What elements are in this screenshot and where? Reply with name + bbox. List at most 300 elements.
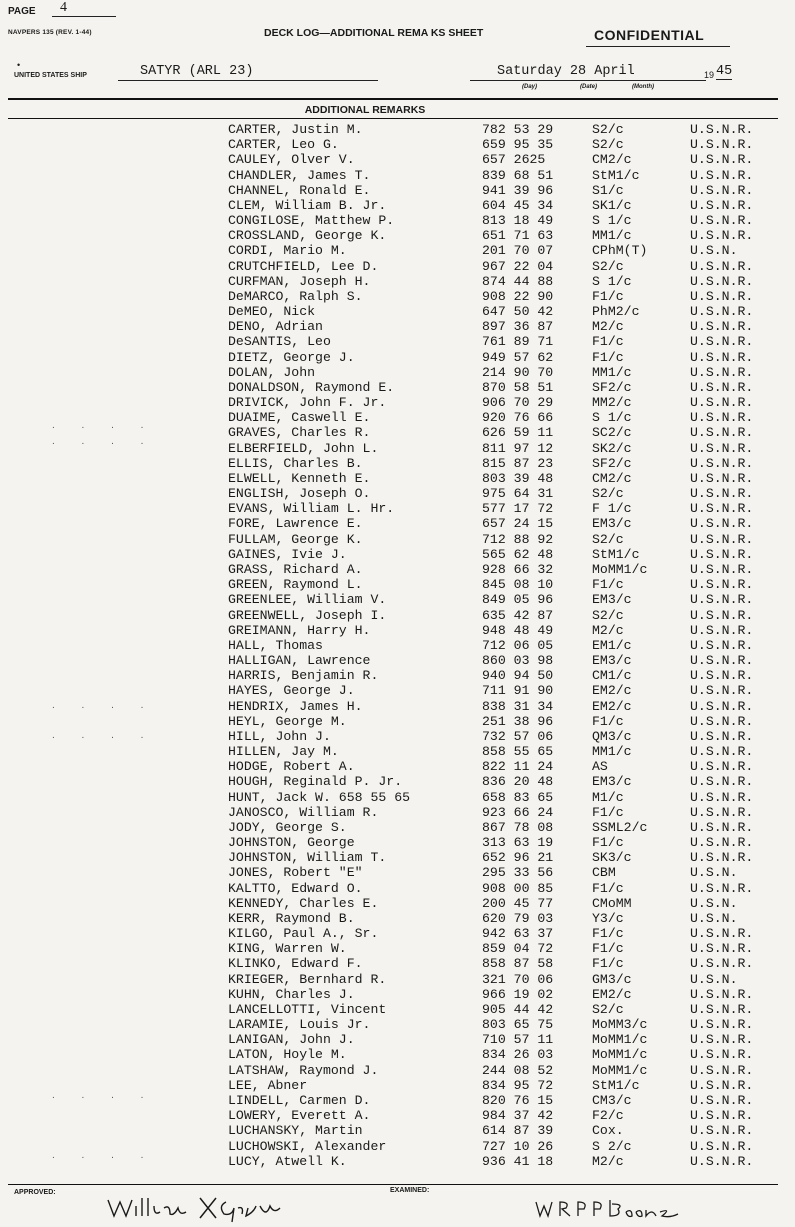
examined-label: EXAMINED: [390, 1187, 430, 1194]
service-number: 761 89 71 [482, 334, 554, 350]
roster-row [0, 562, 795, 577]
rate: CM1/c [592, 668, 632, 684]
service-branch: U.S.N.R. [690, 1001, 754, 1017]
service-branch: U.S.N.R. [690, 668, 754, 684]
service-number: 657 24 15 [482, 516, 554, 532]
service-number: 845 08 10 [482, 577, 554, 593]
ship-rule [118, 80, 378, 81]
service-number: 822 11 24 [482, 759, 554, 775]
sub-day: (Day) [522, 84, 538, 90]
service-branch: U.S.N.R. [690, 941, 754, 957]
service-branch: U.S.N.R. [690, 228, 754, 244]
roster-row [0, 486, 795, 501]
roster-row [0, 213, 795, 228]
roster-row [0, 774, 795, 789]
service-branch: U.S.N.R. [690, 728, 754, 744]
service-branch: U.S.N. [690, 865, 738, 881]
service-branch: U.S.N.R. [690, 516, 754, 532]
heading-rule [8, 118, 778, 119]
roster-row [0, 471, 795, 486]
crew-name: LUCHANSKY, Martin [228, 1123, 363, 1139]
roster-row [0, 532, 795, 547]
roster-row [0, 456, 795, 471]
service-number: 874 44 88 [482, 273, 554, 289]
page-number: 4 [52, 0, 116, 17]
service-branch: U.S.N.R. [690, 653, 754, 669]
examined-signature [532, 1196, 682, 1222]
service-branch: U.S.N.R. [690, 804, 754, 820]
service-branch: U.S.N.R. [690, 759, 754, 775]
service-number: 803 65 75 [482, 1017, 554, 1033]
crew-name: KILGO, Paul A., Sr. [228, 926, 379, 942]
roster-row [0, 198, 795, 213]
roster-row [0, 319, 795, 334]
service-branch: U.S.N.R. [690, 455, 754, 471]
crew-name: LUCY, Atwell K. [228, 1153, 347, 1169]
roster-row [0, 987, 795, 1002]
rate: SSML2/c [592, 819, 648, 835]
rate: MoMM1/c [592, 1032, 648, 1048]
service-number: 604 45 34 [482, 197, 554, 213]
rate: S2/c [592, 607, 624, 623]
classification: CONFIDENTIAL [594, 27, 705, 43]
log-date: Saturday 28 April [497, 64, 635, 79]
service-branch: U.S.N.R. [690, 531, 754, 547]
rate: S 2/c [592, 1138, 632, 1154]
rate: F1/c [592, 804, 624, 820]
crew-name: KING, Warren W. [228, 941, 347, 957]
crew-name: DUAIME, Caswell E. [228, 410, 371, 426]
crew-name: CURFMAN, Joseph H. [228, 273, 371, 289]
roster-row [0, 259, 795, 274]
rate: MoMM1/c [592, 1062, 648, 1078]
service-branch: U.S.N.R. [690, 1108, 754, 1124]
roster-row [0, 395, 795, 410]
roster-row [0, 911, 795, 926]
service-number: 949 57 62 [482, 349, 554, 365]
roster-row [0, 274, 795, 289]
crew-name: GREEN, Raymond L. [228, 577, 363, 593]
crew-name: KALTTO, Edward O. [228, 880, 363, 896]
crew-name: JOHNSTON, William T. [228, 850, 387, 866]
rate: MM1/c [592, 228, 632, 244]
rate: CM2/c [592, 152, 632, 168]
rate: CMoMM [592, 895, 632, 911]
service-branch: U.S.N.R. [690, 926, 754, 942]
service-number: 295 33 56 [482, 865, 554, 881]
margin-dots: . . . . [52, 420, 156, 431]
crew-name: KERR, Raymond B. [228, 910, 355, 926]
service-number: 815 87 23 [482, 455, 554, 471]
service-branch: U.S.N.R. [690, 197, 754, 213]
roster-row [0, 759, 795, 774]
rate: S2/c [592, 1001, 624, 1017]
service-branch: U.S.N.R. [690, 167, 754, 183]
service-number: 905 44 42 [482, 1001, 554, 1017]
rate: EM2/c [592, 698, 632, 714]
rate: CPhM(T) [592, 243, 648, 259]
service-number: 244 08 52 [482, 1062, 554, 1078]
crew-name: DeSANTIS, Leo [228, 334, 331, 350]
roster-row [0, 714, 795, 729]
crew-name: DRIVICK, John F. Jr. [228, 395, 387, 411]
service-branch: U.S.N.R. [690, 1062, 754, 1078]
rate: S2/c [592, 122, 624, 137]
crew-name: ELBERFIELD, John L. [228, 440, 379, 456]
service-number: 923 66 24 [482, 804, 554, 820]
service-branch: U.S.N.R. [690, 546, 754, 562]
crew-name: LOWERY, Everett A. [228, 1108, 371, 1124]
service-branch: U.S.N.R. [690, 379, 754, 395]
rate: MoMM3/c [592, 1017, 648, 1033]
roster-row [0, 304, 795, 319]
crew-name: JONES, Robert "E" [228, 865, 363, 881]
service-branch: U.S.N. [690, 243, 738, 259]
crew-name: ENGLISH, Joseph O. [228, 486, 371, 502]
rate: CM3/c [592, 1093, 632, 1108]
service-number: 214 90 70 [482, 364, 554, 380]
margin-dots: . . . . [52, 1150, 156, 1161]
rate: EM3/c [592, 774, 632, 790]
roster-row [0, 183, 795, 198]
approved-signature [104, 1192, 284, 1224]
service-branch: U.S.N.R. [690, 319, 754, 335]
crew-name: LANIGAN, John J. [228, 1032, 355, 1048]
roster-row [0, 122, 795, 137]
roster-row [0, 168, 795, 183]
footer-rule [8, 1184, 778, 1185]
crew-name: DeMEO, Nick [228, 304, 316, 320]
service-branch: U.S.N.R. [690, 637, 754, 653]
rate: M2/c [592, 319, 624, 335]
service-number: 712 88 92 [482, 531, 554, 547]
service-number: 834 95 72 [482, 1077, 554, 1093]
service-branch: U.S.N.R. [690, 774, 754, 790]
crew-name: CHANDLER, James T. [228, 167, 371, 183]
roster-row [0, 228, 795, 243]
roster-row [0, 820, 795, 835]
rate: EM3/c [592, 592, 632, 608]
roster-row [0, 516, 795, 531]
service-branch: U.S.N.R. [690, 182, 754, 198]
roster-row [0, 1017, 795, 1032]
service-number: 659 95 35 [482, 137, 554, 153]
service-number: 647 50 42 [482, 304, 554, 320]
roster-row [0, 501, 795, 516]
rate: Y3/c [592, 910, 624, 926]
service-number: 614 87 39 [482, 1123, 554, 1139]
service-number: 712 06 05 [482, 637, 554, 653]
service-number: 813 18 49 [482, 213, 554, 229]
service-number: 803 39 48 [482, 470, 554, 486]
crew-name: GREENWELL, Joseph I. [228, 607, 387, 623]
crew-name: GAINES, Ivie J. [228, 546, 347, 562]
crew-name: CLEM, William B. Jr. [228, 197, 387, 213]
roster-row [0, 941, 795, 956]
service-number: 908 00 85 [482, 880, 554, 896]
rate: S2/c [592, 137, 624, 153]
roster-row [0, 744, 795, 759]
roster-row [0, 577, 795, 592]
roster-row [0, 243, 795, 258]
service-number: 967 22 04 [482, 258, 554, 274]
service-number: 834 26 03 [482, 1047, 554, 1063]
service-branch: U.S.N.R. [690, 1017, 754, 1033]
crew-name: DeMARCO, Ralph S. [228, 288, 363, 304]
crew-name: HARRIS, Benjamin R. [228, 668, 379, 684]
service-number: 651 71 63 [482, 228, 554, 244]
service-number: 658 83 65 [482, 789, 554, 805]
service-branch: U.S.N.R. [690, 273, 754, 289]
sub-date: (Date) [580, 84, 598, 90]
roster-row [0, 790, 795, 805]
sheet-title: DECK LOG—ADDITIONAL REMA KS SHEET [264, 27, 484, 39]
service-number: 867 78 08 [482, 819, 554, 835]
roster-row [0, 835, 795, 850]
rate: F1/c [592, 956, 624, 972]
service-number: 321 70 06 [482, 971, 554, 987]
rate: F1/c [592, 835, 624, 851]
crew-name: CROSSLAND, George K. [228, 228, 387, 244]
crew-name: KLINKO, Edward F. [228, 956, 363, 972]
crew-name: GRAVES, Charles R. [228, 425, 371, 441]
rate: EM3/c [592, 653, 632, 669]
service-branch: U.S.N.R. [690, 395, 754, 411]
roster-row [0, 289, 795, 304]
form-number: NAVPERS 135 (REV. 1-44) [8, 29, 92, 36]
roster-row [0, 1063, 795, 1078]
section-heading: ADDITIONAL REMARKS [304, 104, 426, 116]
rate: MM1/c [592, 364, 632, 380]
service-branch: U.S.N.R. [690, 440, 754, 456]
crew-name: HENDRIX, James H. [228, 698, 363, 714]
crew-name: LEE, Abner [228, 1077, 308, 1093]
service-branch: U.S.N. [690, 971, 738, 987]
service-number: 838 31 34 [482, 698, 554, 714]
service-number: 940 94 50 [482, 668, 554, 684]
rate: MM1/c [592, 744, 632, 760]
crew-name: CRUTCHFIELD, Lee D. [228, 258, 379, 274]
crew-name: CARTER, Leo G. [228, 137, 339, 153]
service-branch: U.S.N.R. [690, 137, 754, 153]
roster-row [0, 653, 795, 668]
roster-row [0, 152, 795, 167]
roster-row [0, 896, 795, 911]
roster-row [0, 683, 795, 698]
crew-name: DONALDSON, Raymond E. [228, 379, 395, 395]
roster-row [0, 592, 795, 607]
rate: MM2/c [592, 395, 632, 411]
rate: F1/c [592, 349, 624, 365]
crew-name: JANOSCO, William R. [228, 804, 379, 820]
service-number: 870 58 51 [482, 379, 554, 395]
rate: EM3/c [592, 516, 632, 532]
crew-name: GREIMANN, Harry H. [228, 622, 371, 638]
rate: M2/c [592, 1153, 624, 1169]
crew-name: HODGE, Robert A. [228, 759, 355, 775]
classification-rule [586, 46, 730, 47]
rate: MoMM1/c [592, 561, 648, 577]
crew-name: GRASS, Richard A. [228, 561, 363, 577]
roster-row [0, 1123, 795, 1138]
rate: StM1/c [592, 167, 640, 183]
crew-name: CAULEY, Olver V. [228, 152, 355, 168]
rate: CM2/c [592, 470, 632, 486]
approved-label: APPROVED: [14, 1189, 56, 1196]
rate: S2/c [592, 258, 624, 274]
service-branch: U.S.N.R. [690, 789, 754, 805]
rate: F2/c [592, 1108, 624, 1124]
ship-label: UNITED STATES SHIP [14, 72, 87, 79]
roster-row [0, 805, 795, 820]
service-number: 948 48 49 [482, 622, 554, 638]
roster-row [0, 972, 795, 987]
rate: S 1/c [592, 273, 632, 289]
service-branch: U.S.N.R. [690, 956, 754, 972]
crew-name: ELWELL, Kenneth E. [228, 470, 371, 486]
crew-name: CONGILOSE, Matthew P. [228, 213, 395, 229]
rate: F1/c [592, 713, 624, 729]
rate: SC2/c [592, 425, 632, 441]
service-number: 941 39 96 [482, 182, 554, 198]
rate: S 1/c [592, 213, 632, 229]
service-number: 727 10 26 [482, 1138, 554, 1154]
service-number: 906 70 29 [482, 395, 554, 411]
service-number: 860 03 98 [482, 653, 554, 669]
roster-row [0, 1047, 795, 1062]
service-number: 626 59 11 [482, 425, 554, 441]
service-number: 942 63 37 [482, 926, 554, 942]
sub-month: (Month) [632, 84, 654, 90]
margin-dots: . . . . [52, 1090, 156, 1101]
crew-name: HALLIGAN, Lawrence [228, 653, 371, 669]
log-year: 45 [716, 64, 733, 79]
rate: StM1/c [592, 1077, 640, 1093]
rate: S 1/c [592, 410, 632, 426]
crew-name: KUHN, Charles J. [228, 986, 355, 1002]
service-branch: U.S.N.R. [690, 349, 754, 365]
rate: F1/c [592, 926, 624, 942]
date-rule [470, 80, 706, 81]
service-number: 975 64 31 [482, 486, 554, 502]
crew-name: GREENLEE, William V. [228, 592, 387, 608]
service-number: 635 42 87 [482, 607, 554, 623]
margin-dots: . . . . [52, 730, 156, 741]
crew-name: ELLIS, Charles B. [228, 455, 363, 471]
crew-name: DIETZ, George J. [228, 349, 355, 365]
rate: F 1/c [592, 501, 632, 517]
margin-dots: . . . . [52, 700, 156, 711]
service-number: 313 63 19 [482, 835, 554, 851]
service-number: 858 55 65 [482, 744, 554, 760]
service-branch: U.S.N.R. [690, 486, 754, 502]
service-number: 201 70 07 [482, 243, 554, 259]
service-number: 859 04 72 [482, 941, 554, 957]
service-branch: U.S.N.R. [690, 1093, 754, 1108]
service-branch: U.S.N.R. [690, 819, 754, 835]
service-number: 920 76 66 [482, 410, 554, 426]
roster-row [0, 881, 795, 896]
crew-name: LARAMIE, Louis Jr. [228, 1017, 371, 1033]
ship-dot: • [17, 60, 21, 70]
service-branch: U.S.N.R. [690, 258, 754, 274]
crew-name: KENNEDY, Charles E. [228, 895, 379, 911]
roster-row [0, 365, 795, 380]
service-branch: U.S.N.R. [690, 288, 754, 304]
rate: F1/c [592, 577, 624, 593]
rate: F1/c [592, 288, 624, 304]
service-branch: U.S.N.R. [690, 410, 754, 426]
service-branch: U.S.N.R. [690, 501, 754, 517]
service-branch: U.S.N. [690, 910, 738, 926]
rate: StM1/c [592, 546, 640, 562]
rate: EM2/c [592, 986, 632, 1002]
service-branch: U.S.N.R. [690, 561, 754, 577]
roster-row [0, 865, 795, 880]
roster-row [0, 334, 795, 349]
rate: EM2/c [592, 683, 632, 699]
service-number: 565 62 48 [482, 546, 554, 562]
crew-name: DOLAN, John [228, 364, 316, 380]
roster-row [0, 137, 795, 152]
service-number: 820 76 15 [482, 1093, 554, 1108]
rate: F1/c [592, 334, 624, 350]
crew-name: LANCELLOTTI, Vincent [228, 1001, 387, 1017]
service-branch: U.S.N.R. [690, 122, 754, 137]
crew-name: LUCHOWSKI, Alexander [228, 1138, 387, 1154]
service-number: 849 05 96 [482, 592, 554, 608]
roster-row [0, 547, 795, 562]
service-branch: U.S.N.R. [690, 364, 754, 380]
rate: SF2/c [592, 455, 632, 471]
service-number: 897 36 87 [482, 319, 554, 335]
service-number: 620 79 03 [482, 910, 554, 926]
service-branch: U.S.N.R. [690, 470, 754, 486]
crew-name: HILL, John J. [228, 728, 331, 744]
crew-name: LATON, Hoyle M. [228, 1047, 347, 1063]
service-branch: U.S.N.R. [690, 213, 754, 229]
service-number: 710 57 11 [482, 1032, 554, 1048]
ship-name: SATYR (ARL 23) [140, 64, 254, 79]
rate: SK3/c [592, 850, 632, 866]
service-branch: U.S.N.R. [690, 622, 754, 638]
roster-list [0, 122, 795, 1169]
roster-row [0, 1108, 795, 1123]
service-number: 711 91 90 [482, 683, 554, 699]
service-number: 936 41 18 [482, 1153, 554, 1169]
service-branch: U.S.N.R. [690, 577, 754, 593]
crew-name: KRIEGER, Bernhard R. [228, 971, 387, 987]
service-number: 858 87 58 [482, 956, 554, 972]
service-number: 251 38 96 [482, 713, 554, 729]
rate: CBM [592, 865, 616, 881]
page-label: PAGE [8, 6, 36, 17]
service-branch: U.S.N.R. [690, 850, 754, 866]
rate: PhM2/c [592, 304, 640, 320]
service-branch: U.S.N.R. [690, 152, 754, 168]
crew-name: CHANNEL, Ronald E. [228, 182, 371, 198]
rate: M2/c [592, 622, 624, 638]
roster-row [0, 1032, 795, 1047]
crew-name: FULLAM, George K. [228, 531, 363, 547]
service-number: 577 17 72 [482, 501, 554, 517]
service-branch: U.S.N.R. [690, 744, 754, 760]
rate: MoMM1/c [592, 1047, 648, 1063]
service-number: 811 97 12 [482, 440, 554, 456]
service-branch: U.S.N. [690, 895, 738, 911]
service-number: 657 2625 [482, 152, 546, 168]
service-number: 966 19 02 [482, 986, 554, 1002]
